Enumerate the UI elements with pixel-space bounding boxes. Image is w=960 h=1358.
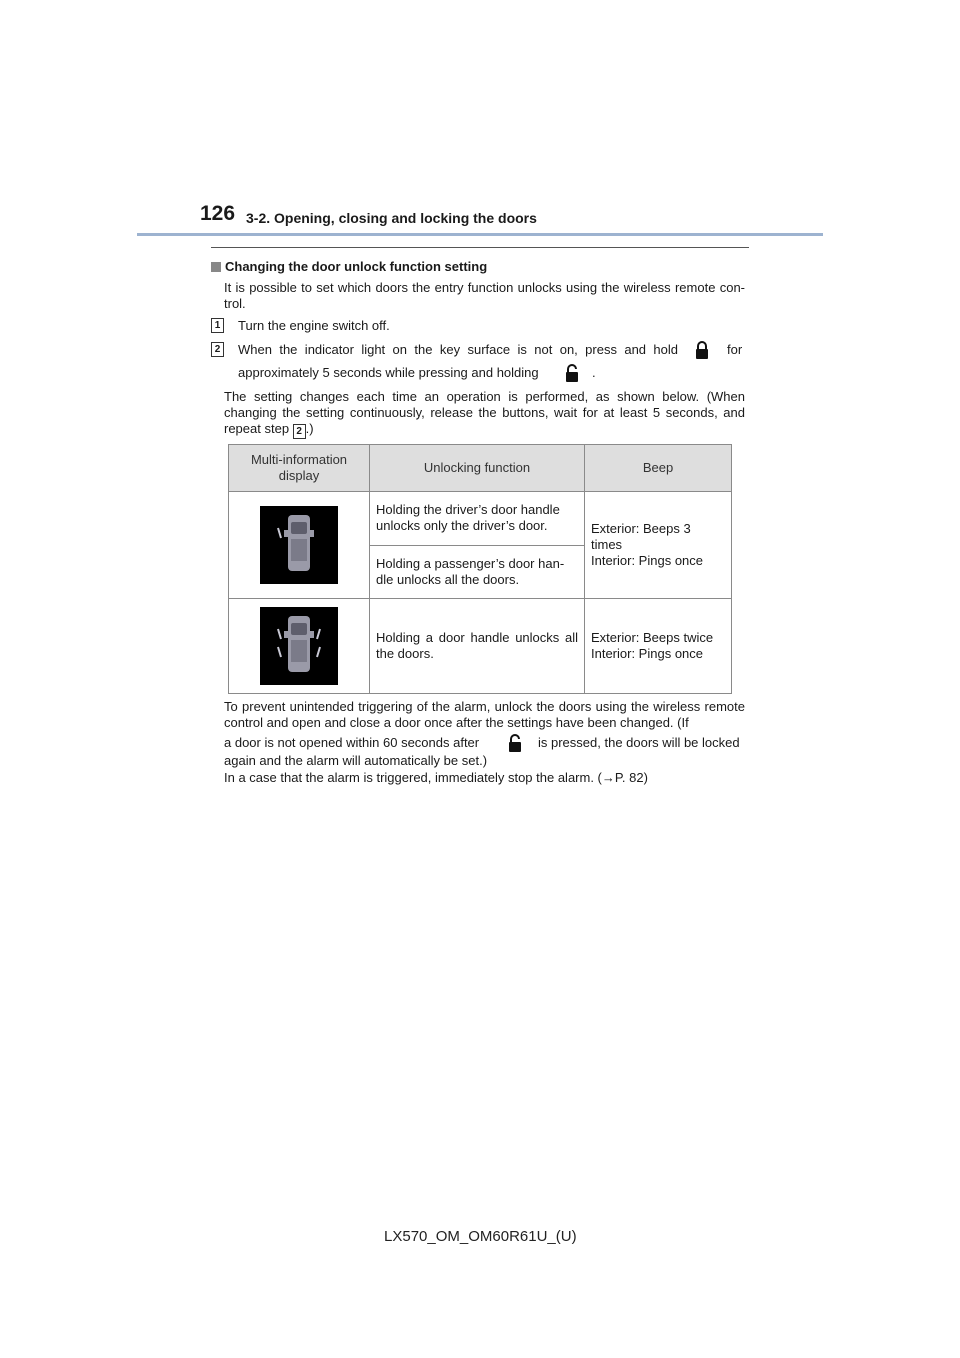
setting-note-text: The setting changes each time an operation is performed, as shown below. (When changing the setting continuously, release the buttons, wait for at least 5 seconds, and repeat step [224,389,745,436]
alarm-note-b: a door is not opened within 60 seconds after [224,735,480,750]
square-bullet-icon [211,262,221,272]
alarm-note-c: is pressed, the doors will be locked [538,735,740,750]
function-text: Holding the driver’s door handle unlocks only the driver’s door. [370,492,585,546]
step-1-badge: 1 [211,318,224,333]
step-ref-badge: 2 [293,424,306,439]
step-2-text-b: for [727,342,743,357]
col-header-function: Unlocking function [370,445,585,492]
subsection-heading [211,259,487,274]
page-number: 126 [200,202,236,225]
lock-icon [694,340,710,360]
all-doors-car-icon [260,607,338,685]
section-title: 3-2. Opening, closing and locking the doors [246,210,537,226]
step-2-text-d: . [592,365,596,380]
setting-note-end: .) [305,421,314,436]
heading-text: Changing the door unlock function setting [225,259,488,274]
function-text: Holding a passenger’s door han-dle unlocks all the doors. [370,545,585,599]
footer-code: LX570_OM_OM60R61U_(U) [384,1228,577,1245]
unlock-icon [507,733,523,753]
step-1-text: Turn the engine switch off. [238,318,390,333]
setting-note [224,389,745,439]
header-rule [137,233,823,236]
beep-cell [585,492,732,599]
table-header-row [229,445,732,492]
beep-cell [585,599,732,694]
beep-interior: Interior: Pings once [591,646,704,661]
unlock-settings-table [228,444,732,694]
alarm-note-a: To prevent unintended triggering of the alarm, unlock the doors using the wireless remote control and open and close a door once after the settings have been changed. (If [224,699,745,730]
driver-door-car-icon [260,506,338,584]
display-image-cell [229,599,370,694]
beep-exterior: Exterior: Beeps 3 times [591,521,691,552]
col-header-beep: Beep [585,445,732,492]
table-row [229,492,732,546]
divider [211,247,749,248]
col-header-display: Multi-information display [229,445,370,492]
intro-paragraph: It is possible to set which doors the entry function unlocks using the wireless remote con-trol. [224,280,745,311]
alarm-note-d: again and the alarm will automatically be set.) [224,753,488,768]
table-row [229,599,732,694]
function-text: Holding a door handle unlocks all the doors. [370,599,585,694]
display-image-cell [229,492,370,599]
alarm-note-e: In a case that the alarm is triggered, immediately stop the alarm. (→P. 82) [224,770,648,785]
beep-interior: Interior: Pings once [591,553,704,568]
step-2-text-a: When the indicator light on the key surface is not on, press and hold [238,342,678,357]
step-2-badge: 2 [211,342,224,357]
step-2-text-c: approximately 5 seconds while pressing and holding [238,365,539,380]
unlock-icon [564,363,580,383]
beep-exterior: Exterior: Beeps twice [591,630,714,645]
